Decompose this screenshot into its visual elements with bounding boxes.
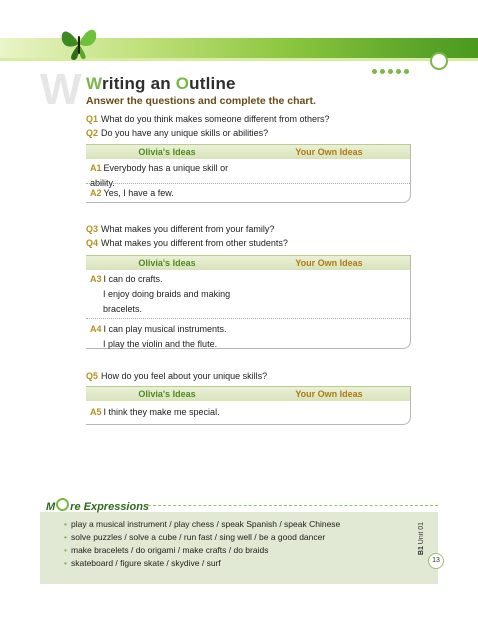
banner-circle-icon	[430, 52, 448, 70]
instructions: Answer the questions and complete the chart.	[86, 95, 316, 107]
header-olivias-ideas: Olivia's Ideas	[138, 147, 196, 157]
header-your-own-ideas: Your Own Ideas	[295, 389, 363, 399]
circle-o-icon	[56, 498, 69, 511]
question-q5: Q5 How do you feel about your unique skills?	[86, 371, 268, 381]
page-number: 13	[428, 553, 444, 569]
more-expressions-title: M re Expressions	[46, 498, 149, 513]
header-olivias-ideas: Olivia's Ideas	[138, 258, 196, 268]
section-1-questions	[86, 112, 410, 140]
answer-row-a2: A2 Yes, I have a few.	[90, 188, 174, 198]
answer-row-a3: A3 I can do crafts. I enjoy doing braids and making bracelets.	[86, 270, 410, 319]
question-q1: Q1 What do you think makes someone different from others?	[86, 114, 330, 124]
section-1-table	[86, 144, 410, 205]
section-2-table	[86, 255, 410, 352]
section-3-table	[86, 386, 410, 425]
header-olivias-ideas: Olivia's Ideas	[138, 389, 196, 399]
expressions-list	[64, 518, 340, 570]
header-your-own-ideas: Your Own Ideas	[295, 147, 363, 157]
list-item: • make bracelets / do origami / make crafts / do braids	[64, 544, 340, 557]
answer-row-a4: A4 I can play musical instruments. I play the violin and the flute.	[90, 324, 227, 349]
answer-row-a5: A5 I think they make me special.	[90, 407, 220, 417]
table-header	[86, 144, 410, 159]
page-title: Writing an Outline	[86, 74, 236, 93]
banner-dots	[372, 61, 432, 67]
header-your-own-ideas: Your Own Ideas	[295, 258, 363, 268]
question-q3: Q3 What makes you different from your family?	[86, 224, 275, 234]
table-header	[86, 386, 410, 401]
answer-row-a1: A1 Everybody has a unique skill or ability.	[86, 159, 410, 184]
question-q2: Q2 Do you have any unique skills or abilities?	[86, 128, 269, 138]
unit-label: B1 Unit 01	[418, 522, 425, 556]
list-item: • play a musical instrument / play chess / speak Spanish / speak Chinese	[64, 518, 340, 531]
section-3-questions	[86, 369, 410, 383]
list-item: • solve puzzles / solve a cube / run fast / sing well / be a good dancer	[64, 531, 340, 544]
butterfly-icon	[58, 22, 100, 64]
question-q4: Q4 What makes you different from other students?	[86, 238, 288, 248]
table-header	[86, 255, 410, 270]
footer-divider	[148, 505, 438, 507]
list-item: • skateboard / figure skate / skydive / surf	[64, 557, 340, 570]
title-watermark: W	[40, 65, 82, 114]
section-2-questions	[86, 222, 410, 250]
